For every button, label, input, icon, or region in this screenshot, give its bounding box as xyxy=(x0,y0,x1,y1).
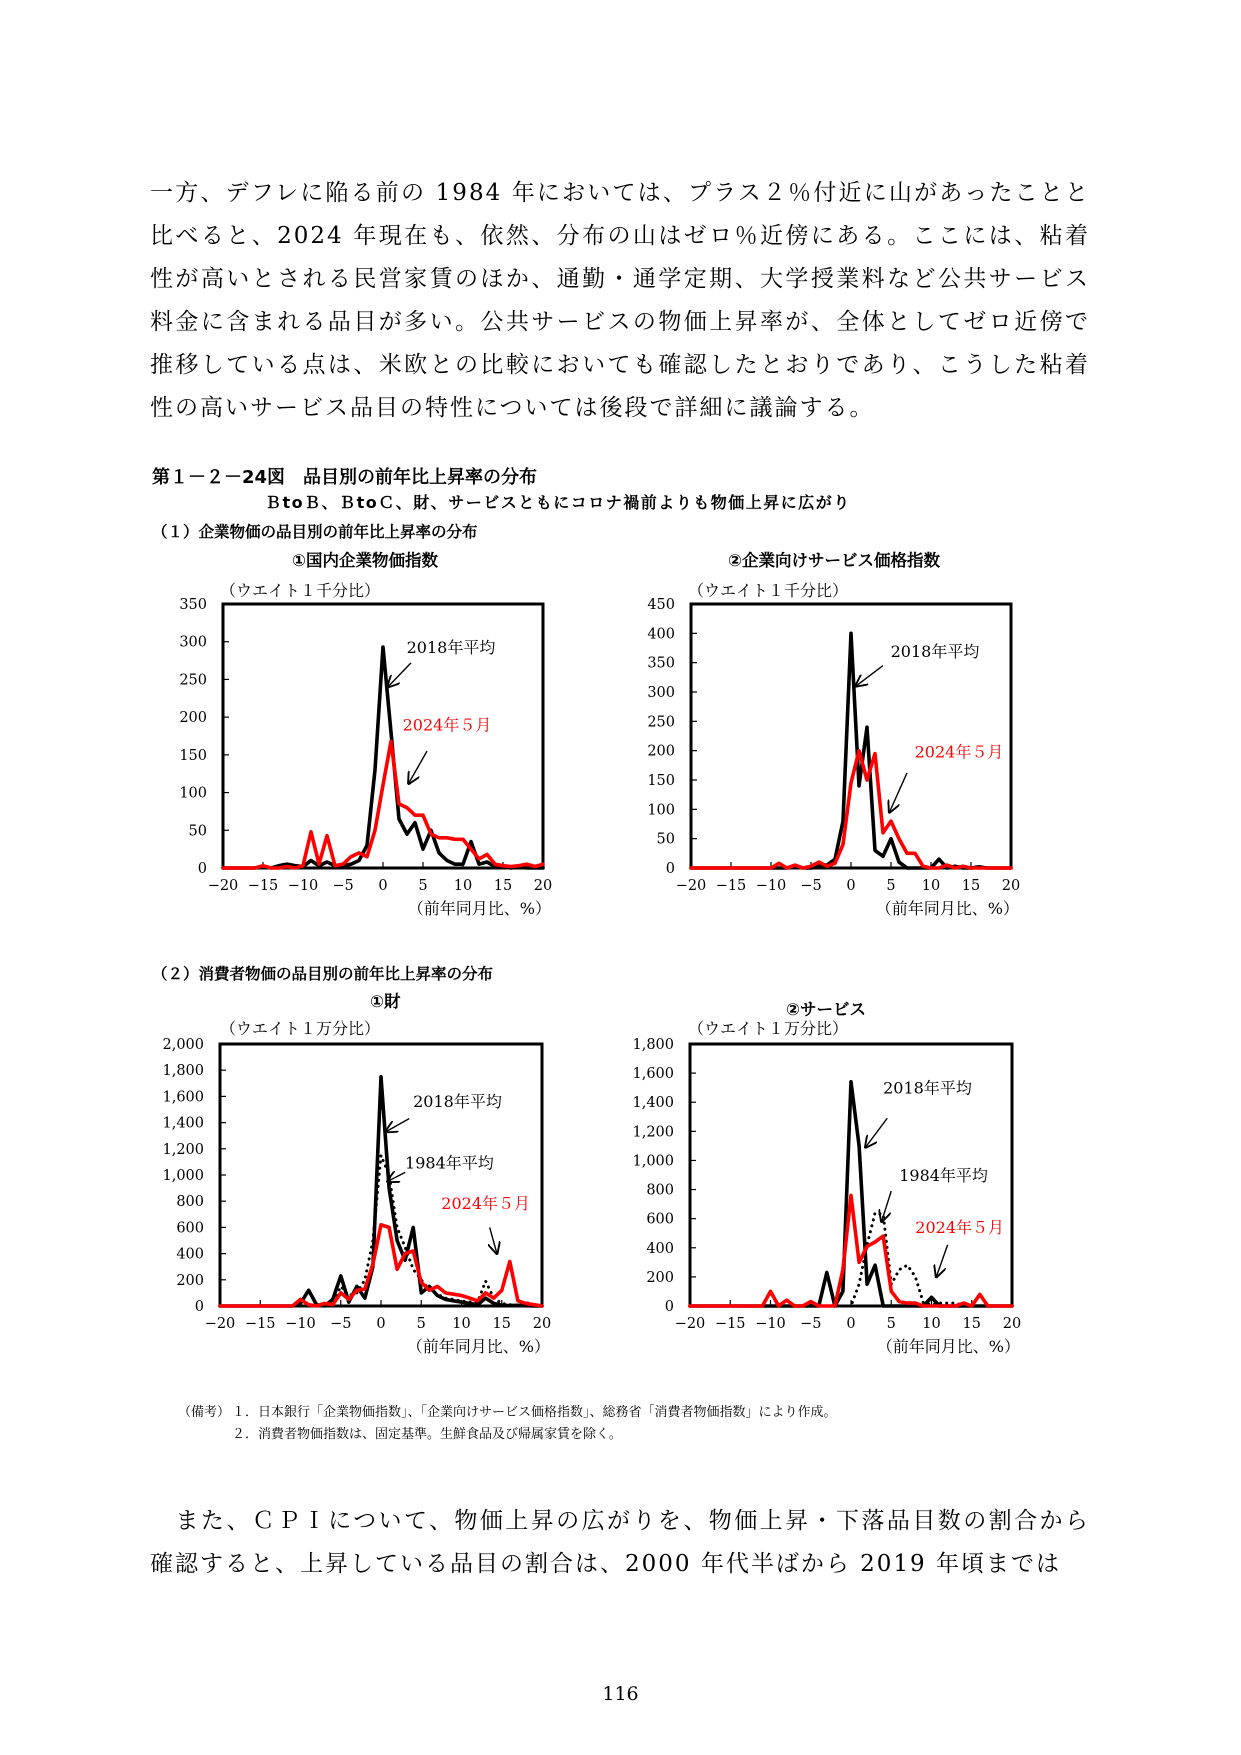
y-tick-label: 50 xyxy=(656,831,675,848)
x-axis-label: （前年同月比、%） xyxy=(407,899,551,918)
x-tick-label: 5 xyxy=(886,1316,896,1332)
x-tick-label: −5 xyxy=(800,1316,822,1332)
chart-title-sppi: ②企業向けサービス価格指数 xyxy=(728,551,940,570)
x-tick-label: −10 xyxy=(287,878,319,894)
y-tick-label: 600 xyxy=(176,1220,204,1237)
paragraph-text: 一方、デフレに陥る前の 1984 年においては、プラス２％付近に山があったことと比べると、2024 年現在も、依然、分布の山はゼロ％近傍にある。ここには、粘着性が高いとされる民営家賃のほか、通勤・通学定期、大学授業料など公共サービス料金に含まれる品目が多い。公共サービスの物価上昇率が、全体としてゼロ近傍で推移している点は、米欧との比較においても確認したとおりであり、こうした粘着性の高いサービス品目の特性については後段で詳細に議論する。 xyxy=(150,180,1090,421)
body-paragraph-1 xyxy=(150,172,1090,430)
chart-ylabel-cpi-goods: （ウエイト１万分比） xyxy=(220,1019,381,1038)
x-tick-label: 10 xyxy=(452,1316,471,1332)
y-tick-label: 1,400 xyxy=(632,1095,674,1112)
x-tick-label: −5 xyxy=(332,878,354,894)
x-tick-label: −20 xyxy=(207,878,239,894)
y-tick-label: 0 xyxy=(665,861,675,877)
x-tick-label: 5 xyxy=(416,1316,426,1332)
y-tick-label: 1,000 xyxy=(632,1153,674,1170)
x-tick-label: 10 xyxy=(921,878,941,894)
y-tick-label: 200 xyxy=(179,710,207,727)
y-tick-label: 150 xyxy=(647,773,675,789)
x-tick-label: −20 xyxy=(675,878,707,894)
x-tick-label: 15 xyxy=(961,878,981,894)
annotation-label: 2024年５月 xyxy=(915,1218,1005,1238)
x-tick-label: 10 xyxy=(922,1316,941,1332)
note-line-2: ２．消費者物価指数は、固定基準。生鮮食品及び帰属家賃を除く。 xyxy=(232,1427,622,1442)
y-tick-label: 200 xyxy=(646,1269,674,1286)
y-tick-label: 100 xyxy=(179,785,207,802)
x-tick-label: −20 xyxy=(204,1316,236,1332)
annotation-arrow xyxy=(889,773,907,812)
paragraph-text: また、ＣＰＩについて、物価上昇の広がりを、物価上昇・下落品目数の割合から確認すると、上昇している品目の割合は、2000 年代半ばから 2019 年頃までは xyxy=(150,1508,1090,1577)
annotation-label: 2024年５月 xyxy=(914,742,1004,762)
x-tick-label: 20 xyxy=(533,878,553,894)
annotation-arrow xyxy=(490,1227,497,1253)
figure-title: 第１－２－24図 品目別の前年比上昇率の分布 xyxy=(152,467,538,488)
x-tick-label: 20 xyxy=(1002,1316,1022,1332)
x-axis-label: （前年同月比、%） xyxy=(875,899,1019,918)
y-tick-label: 200 xyxy=(647,743,675,760)
annotation-arrow xyxy=(936,1245,947,1277)
annotation-label: 2018年平均 xyxy=(406,638,496,658)
x-axis-label: （前年同月比、%） xyxy=(406,1337,550,1356)
chart-title-cpi-goods: ①財 xyxy=(370,992,401,1011)
x-tick-label: 0 xyxy=(378,878,388,894)
x-tick-label: 15 xyxy=(962,1316,981,1332)
page-number: 116 xyxy=(602,1683,639,1705)
y-tick-label: 250 xyxy=(647,714,675,731)
x-tick-label: −10 xyxy=(755,1316,786,1332)
chart-cpi-services xyxy=(618,1020,1088,1370)
section-1-title: （１）企業物価の品目別の前年比上昇率の分布 xyxy=(152,523,478,541)
annotation-label: 2024年５月 xyxy=(441,1194,531,1214)
x-tick-label: 15 xyxy=(493,878,513,894)
y-tick-label: 0 xyxy=(664,1299,674,1315)
figure-notes xyxy=(178,1402,837,1446)
series-line-2024- xyxy=(690,1195,1012,1306)
y-tick-label: 400 xyxy=(646,1240,674,1257)
x-tick-label: 20 xyxy=(532,1316,552,1332)
x-tick-label: −15 xyxy=(244,1316,276,1332)
x-tick-label: 0 xyxy=(846,1316,856,1332)
y-tick-label: 0 xyxy=(194,1299,204,1315)
annotation-arrow xyxy=(386,1119,409,1132)
x-tick-label: −15 xyxy=(714,1316,746,1332)
annotation-label: 1984年平均 xyxy=(899,1165,988,1185)
x-tick-label: −5 xyxy=(330,1316,352,1332)
x-tick-label: 5 xyxy=(886,878,896,894)
x-tick-label: 15 xyxy=(492,1316,511,1332)
x-tick-label: 0 xyxy=(846,878,856,894)
x-tick-label: −15 xyxy=(247,878,279,894)
y-tick-label: 0 xyxy=(197,861,207,877)
x-tick-label: 0 xyxy=(376,1316,386,1332)
chart-sppi xyxy=(618,580,1088,930)
annotation-arrow xyxy=(388,663,411,687)
y-tick-label: 400 xyxy=(647,626,675,643)
annotation-arrow xyxy=(409,751,427,783)
figure-subtitle: ＢtoＢ、ＢtoＣ、財、サービスともにコロナ禍前よりも物価上昇に広がり xyxy=(265,493,851,512)
y-tick-label: 1,800 xyxy=(632,1037,674,1053)
y-tick-label: 100 xyxy=(647,802,675,819)
series-line-2024- xyxy=(220,1225,542,1306)
y-tick-label: 1,200 xyxy=(632,1124,674,1141)
y-tick-label: 300 xyxy=(179,634,207,651)
y-tick-label: 350 xyxy=(647,655,675,672)
y-tick-label: 600 xyxy=(646,1211,674,1228)
series-line-2024- xyxy=(691,751,1011,868)
chart-title-domestic-cgpi: ①国内企業物価指数 xyxy=(292,551,438,570)
chart-ylabel-cpi-services: （ウエイト１万分比） xyxy=(688,1019,849,1038)
y-tick-label: 800 xyxy=(176,1194,204,1211)
chart-ylabel-sppi: （ウエイト１千分比） xyxy=(688,581,849,600)
y-tick-label: 350 xyxy=(179,597,207,613)
section-2-title: （２）消費者物価の品目別の前年比上昇率の分布 xyxy=(152,965,494,983)
x-tick-label: −20 xyxy=(674,1316,706,1332)
chart-domestic-cgpi xyxy=(150,580,620,930)
y-tick-label: 2,000 xyxy=(162,1037,204,1053)
x-tick-label: 5 xyxy=(418,878,428,894)
notes-label: （備考） xyxy=(178,1405,231,1420)
y-tick-label: 150 xyxy=(179,747,207,764)
y-tick-label: 800 xyxy=(646,1182,674,1199)
annotation-label: 2018年平均 xyxy=(413,1091,502,1111)
y-tick-label: 50 xyxy=(188,823,207,840)
y-tick-label: 1,200 xyxy=(162,1141,204,1158)
x-tick-label: −5 xyxy=(800,878,822,894)
annotation-arrow xyxy=(856,666,883,687)
y-tick-label: 300 xyxy=(647,685,675,701)
y-tick-label: 1,400 xyxy=(162,1115,204,1132)
x-axis-label: （前年同月比、%） xyxy=(876,1337,1020,1356)
y-tick-label: 1,600 xyxy=(632,1066,674,1083)
y-tick-label: 200 xyxy=(176,1272,204,1289)
x-tick-label: −10 xyxy=(285,1316,316,1332)
series-line-2018- xyxy=(223,647,543,868)
note-line-1: １．日本銀行「企業物価指数」、「企業向けサービス価格指数」、総務省「消費者物価指数」により作成。 xyxy=(232,1405,837,1420)
y-tick-label: 1,600 xyxy=(162,1089,204,1106)
x-tick-label: 10 xyxy=(453,878,473,894)
chart-cpi-goods xyxy=(150,1020,620,1370)
x-tick-label: −15 xyxy=(715,878,747,894)
annotation-label: 2018年平均 xyxy=(890,641,980,661)
y-tick-label: 250 xyxy=(179,672,207,689)
x-tick-label: 20 xyxy=(1001,878,1021,894)
series-line-2024- xyxy=(223,741,543,868)
y-tick-label: 450 xyxy=(647,597,675,613)
y-tick-label: 400 xyxy=(176,1246,204,1263)
annotation-arrow xyxy=(865,1118,887,1147)
annotation-label: 1984年平均 xyxy=(405,1153,494,1173)
y-tick-label: 1,000 xyxy=(162,1168,204,1184)
y-tick-label: 1,800 xyxy=(162,1063,204,1080)
chart-title-cpi-services: ②サービス xyxy=(786,1000,866,1019)
body-paragraph-2 xyxy=(150,1500,1090,1586)
annotation-arrow xyxy=(882,1191,892,1222)
annotation-label: 2018年平均 xyxy=(883,1078,972,1098)
x-tick-label: −10 xyxy=(755,878,787,894)
series-line-2018- xyxy=(220,1077,542,1306)
chart-ylabel-domestic-cgpi: （ウエイト１千分比） xyxy=(220,581,381,600)
annotation-label: 2024年５月 xyxy=(402,715,492,735)
